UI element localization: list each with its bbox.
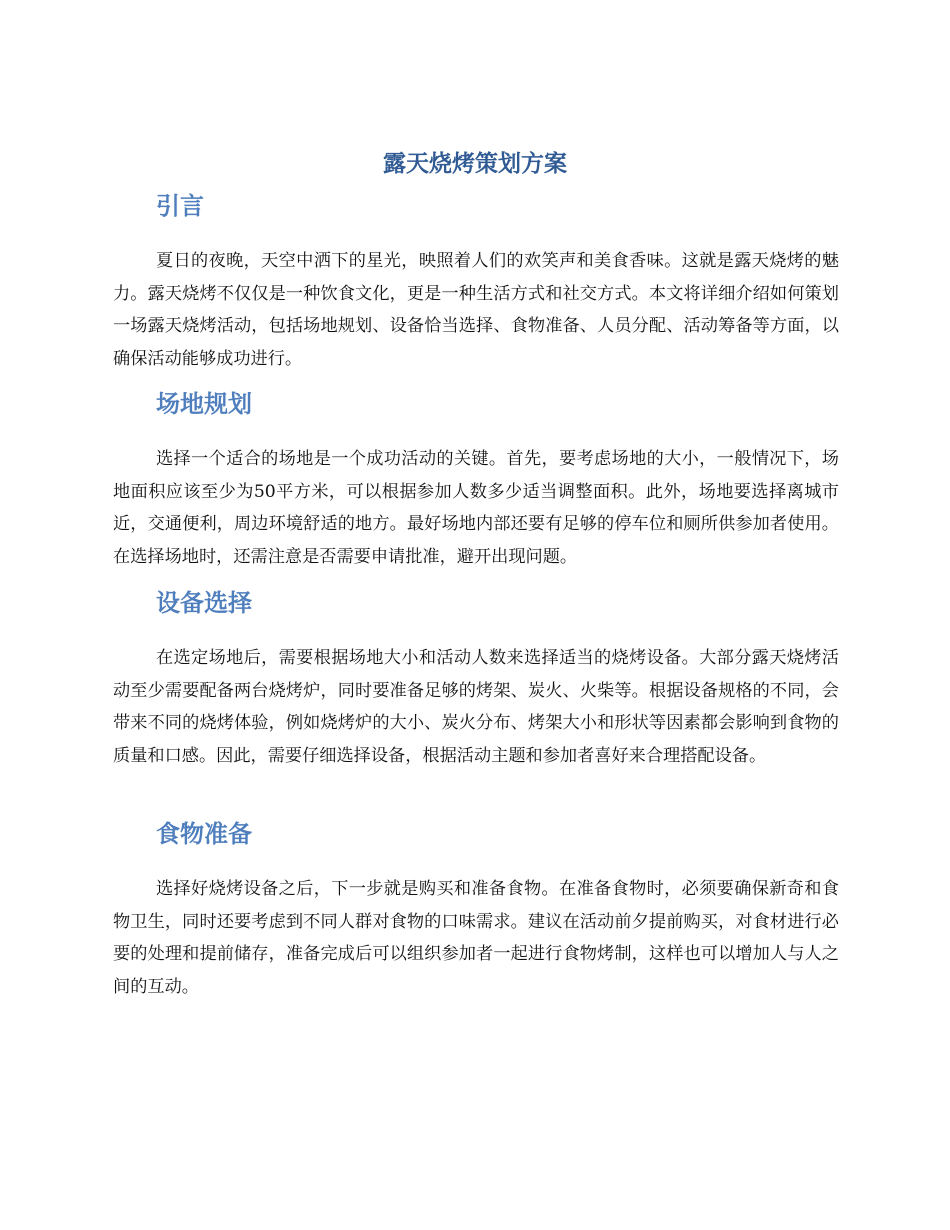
section-paragraph: 选择一个适合的场地是一个成功活动的关键。首先，要考虑场地的大小，一般情况下，场地面积应该至少为50平方米，可以根据参加人数多少适当调整面积。此外，场地要选择离城市近，交通便利，周边环境舒适的地方。最好场地内部还要有足够的停车位和厕所供参加者使用。在选择场地时，还需注意是否需要申请批准，避开出现问题。: [113, 449, 839, 567]
section-paragraph: 夏日的夜晚，天空中洒下的星光，映照着人们的欢笑声和美食香味。这就是露天烧烤的魅力。露天烧烤不仅仅是一种饮食文化，更是一种生活方式和社交方式。本文将详细介绍如何策划一场露天烧烤活动，包括场地规划、设备恰当选择、食物准备、人员分配、活动筹备等方面，以确保活动能够成功进行。: [113, 251, 839, 369]
section-heading: 食物准备: [156, 820, 252, 848]
section-paragraph: 在选定场地后，需要根据场地大小和活动人数来选择适当的烧烤设备。大部分露天烧烤活动至少需要配备两台烧烤炉，同时要准备足够的烤架、炭火、火柴等。根据设备规格的不同，会带来不同的烧烤体验，例如烧烤炉的大小、炭火分布、烤架大小和形状等因素都会影响到食物的质量和口感。因此，需要仔细选择设备，根据活动主题和参加者喜好来合理搭配设备。: [113, 648, 839, 766]
section-heading: 场地规划: [156, 390, 252, 418]
document-title: 露天烧烤策划方案: [383, 151, 567, 177]
section-food-preparation: [113, 814, 839, 1003]
section-heading: 引言: [156, 192, 204, 220]
section-venue-planning: [113, 384, 839, 573]
section-introduction: [113, 186, 839, 375]
section-equipment-selection: [113, 583, 839, 772]
section-heading: 设备选择: [156, 589, 252, 617]
section-paragraph: 选择好烧烤设备之后，下一步就是购买和准备食物。在准备食物时，必须要确保新奇和食物卫生，同时还要考虑到不同人群对食物的口味需求。建议在活动前夕提前购买，对食材进行必要的处理和提前储存，准备完成后可以组织参加者一起进行食物烤制，这样也可以增加人与人之间的互动。: [113, 879, 839, 997]
